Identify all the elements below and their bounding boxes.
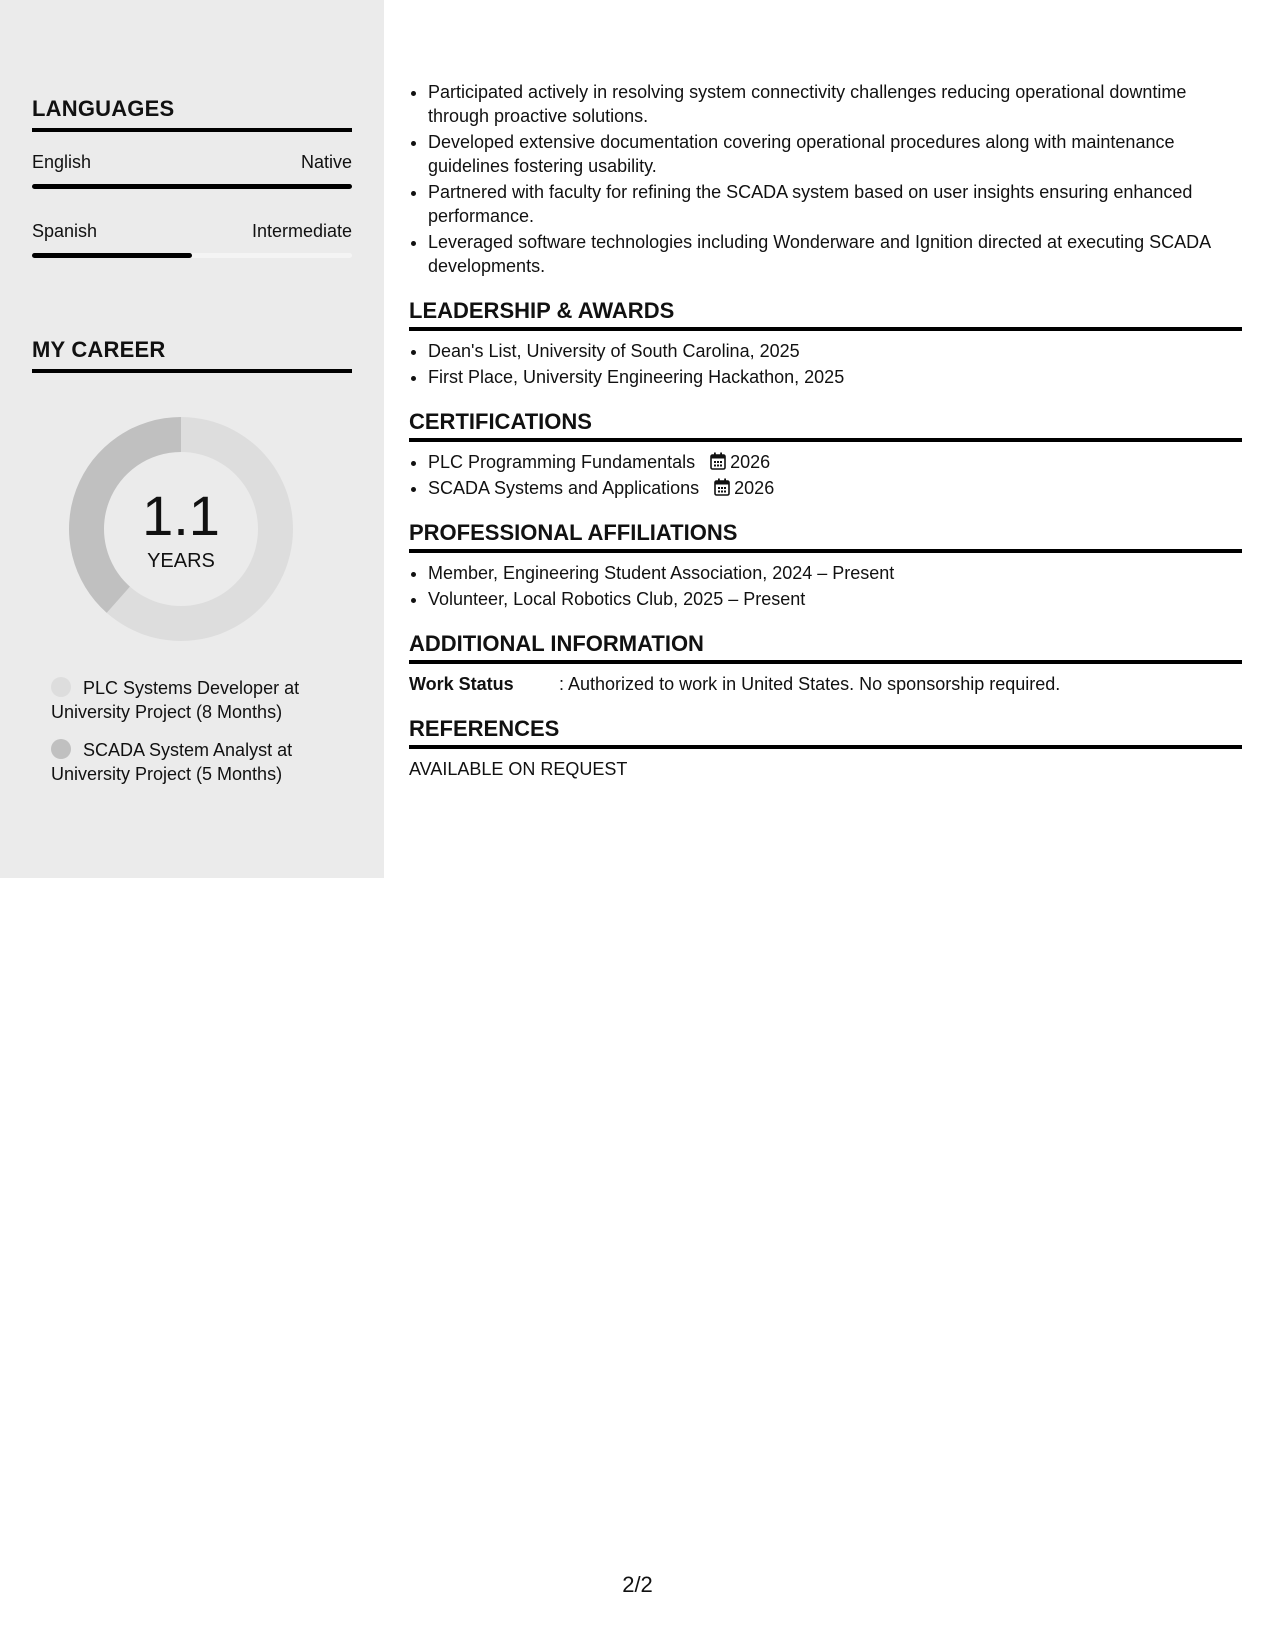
leadership-heading: LEADERSHIP & AWARDS (409, 298, 1242, 331)
list-item: • Developed extensive documentation covering operational procedures along with maintenance guidelines fostering usability. (428, 130, 1242, 178)
work-status-label: Work Status (409, 674, 514, 694)
language-bar-fill (32, 184, 352, 189)
calendar-icon (710, 452, 726, 470)
language-row-spanish (32, 221, 352, 242)
language-bar-english (32, 184, 352, 189)
career-donut-chart (66, 414, 296, 644)
certifications-list (409, 450, 1242, 500)
affiliations-list (409, 561, 1242, 611)
career-item-text: PLC Systems Developer at University Project (8 Months) (51, 678, 300, 722)
certification-year: 2026 (730, 452, 771, 472)
page-number: 2/2 (622, 1572, 653, 1597)
list-item: • Partnered with faculty for refining the SCADA system based on user insights ensuring enhanced performance. (428, 180, 1242, 228)
certification-date (710, 452, 770, 472)
language-name: Spanish (32, 221, 98, 241)
career-total-unit: YEARS (147, 550, 215, 572)
career-item (51, 738, 351, 786)
work-status-row (409, 672, 1242, 696)
sidebar (0, 0, 384, 878)
career-legend (51, 676, 351, 800)
languages-heading: LANGUAGES (32, 96, 352, 132)
list-item (428, 476, 1242, 500)
list-item: • First Place, University Engineering Hackathon, 2025 (428, 365, 1242, 389)
language-level: Native (300, 152, 352, 172)
career-total-value: 1.1 (142, 484, 220, 547)
certification-name: PLC Programming Fundamentals (428, 452, 696, 472)
list-item (428, 450, 1242, 474)
career-item-text: SCADA System Analyst at University Project (5 Months) (51, 740, 293, 784)
calendar-icon (714, 478, 730, 496)
references-text: AVAILABLE ON REQUEST (409, 759, 628, 779)
language-row-english (32, 152, 352, 173)
list-item: • Volunteer, Local Robotics Club, 2025 – Present (428, 587, 1242, 611)
list-item: • Leveraged software technologies including Wonderware and Ignition directed at executing SCADA developments. (428, 230, 1242, 278)
leadership-list (409, 339, 1242, 389)
career-heading: MY CAREER (32, 337, 352, 373)
certification-date (714, 478, 774, 498)
language-bar-spanish (32, 253, 352, 258)
language-name: English (32, 152, 92, 172)
language-level: Intermediate (251, 221, 352, 241)
experience-bullets (409, 80, 1242, 278)
certification-name: SCADA Systems and Applications (428, 478, 700, 498)
references-heading: REFERENCES (409, 716, 1242, 749)
list-item: • Dean's List, University of South Carolina, 2025 (428, 339, 1242, 363)
career-legend-dot (51, 677, 71, 697)
work-status-value: : Authorized to work in United States. No sponsorship required. (559, 674, 1061, 694)
certification-year: 2026 (734, 478, 775, 498)
affiliations-heading: PROFESSIONAL AFFILIATIONS (409, 520, 1242, 553)
career-legend-dot (51, 739, 71, 759)
language-bar-fill (32, 253, 192, 258)
additional-info-heading: ADDITIONAL INFORMATION (409, 631, 1242, 664)
main-content (409, 80, 1242, 781)
career-item (51, 676, 351, 724)
certifications-heading: CERTIFICATIONS (409, 409, 1242, 442)
list-item: • Member, Engineering Student Association, 2024 – Present (428, 561, 1242, 585)
list-item: • Participated actively in resolving system connectivity challenges reducing operational downtime through proactive solutions. (428, 80, 1242, 128)
